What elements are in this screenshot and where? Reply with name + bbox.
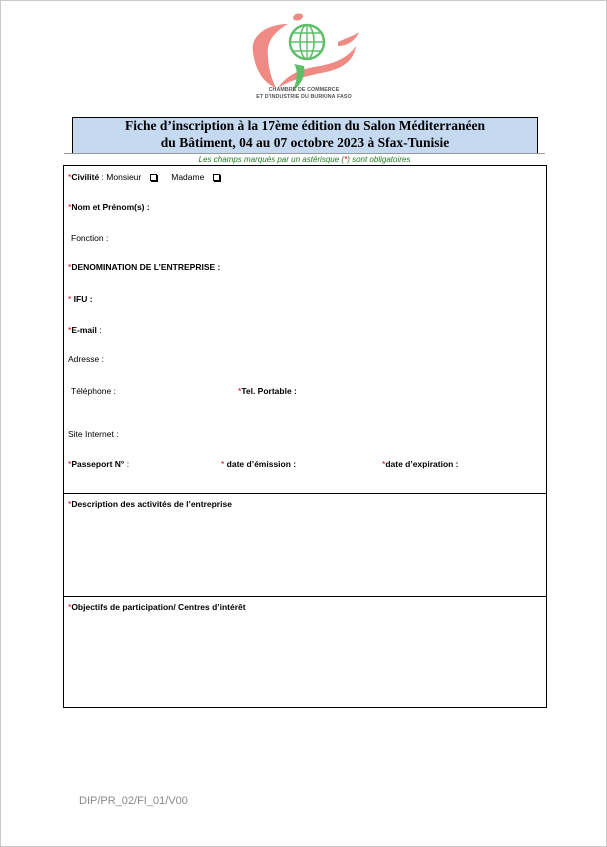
logo-text-line-1: CHAMBRE DE COMMERCE	[268, 87, 340, 93]
registration-form	[63, 165, 547, 708]
field-telephone[interactable]	[71, 386, 116, 396]
section-divider	[64, 596, 546, 597]
logo-text-line-2: ET D'INDUSTRIE DU BURKINA FASO	[256, 93, 352, 100]
site-internet-label: Site Internet :	[68, 429, 119, 439]
checkbox-madame[interactable]	[213, 174, 220, 181]
option-monsieur-label: Monsieur	[106, 172, 142, 182]
note-text-before: Les champs marqués par un astérisque (	[198, 154, 345, 164]
passeport-separator: :	[126, 459, 130, 469]
required-asterisk: *	[68, 172, 72, 182]
field-denomination[interactable]	[68, 262, 220, 272]
required-asterisk: *	[68, 602, 72, 612]
field-fonction[interactable]	[71, 233, 108, 243]
field-adresse[interactable]	[68, 354, 104, 364]
field-civilite	[68, 172, 220, 182]
tel-portable-label: Tel. Portable :	[241, 386, 297, 396]
document-reference: DIP/PR_02/FI_01/V00	[79, 795, 188, 807]
checkbox-monsieur[interactable]	[150, 174, 157, 181]
option-madame-label: Madame	[171, 172, 205, 182]
required-asterisk: *	[68, 262, 72, 272]
form-title	[72, 117, 538, 154]
field-objectifs[interactable]	[68, 602, 246, 612]
note-text-after: ) sont obligatoires	[347, 154, 411, 164]
logo-text	[236, 87, 372, 100]
email-separator: :	[96, 325, 102, 335]
civilite-label: Civilité	[71, 172, 100, 182]
form-title-line-1: Fiche d’inscription à la 17ème édition du Salon Méditerranéen	[125, 118, 485, 133]
required-asterisk: *	[68, 459, 72, 469]
required-asterisk: *	[238, 386, 242, 396]
date-emission-label: date d’émission :	[224, 459, 297, 469]
required-asterisk: *	[68, 499, 72, 509]
mandatory-fields-note	[64, 155, 545, 164]
required-asterisk: *	[68, 325, 72, 335]
civilite-separator: :	[99, 172, 107, 182]
ifu-label: IFU :	[71, 294, 93, 304]
field-nom[interactable]	[68, 202, 150, 212]
description-label: Description des activités de l’entreprise	[71, 499, 232, 509]
form-title-line-2: du Bâtiment, 04 au 07 octobre 2023 à Sfax-Tunisie	[160, 134, 450, 150]
field-date-emission[interactable]	[221, 459, 296, 469]
objectifs-label: Objectifs de participation/ Centres d’intérêt	[71, 602, 246, 612]
telephone-label: Téléphone :	[71, 386, 116, 396]
required-asterisk: *	[382, 459, 386, 469]
note-asterisk: *	[344, 154, 348, 164]
required-asterisk: *	[68, 202, 72, 212]
date-expiration-label: date d’expiration :	[385, 459, 459, 469]
required-asterisk: *	[221, 459, 225, 469]
section-divider	[64, 493, 546, 494]
field-tel-portable[interactable]	[238, 386, 297, 396]
field-date-expiration[interactable]	[382, 459, 459, 469]
field-description[interactable]	[68, 499, 232, 509]
email-label: E-mail	[71, 325, 97, 335]
field-passeport[interactable]	[68, 459, 129, 469]
field-site-internet[interactable]	[68, 429, 119, 439]
field-ifu[interactable]	[68, 294, 93, 304]
passeport-label: Passeport N°	[71, 459, 127, 469]
field-email[interactable]	[68, 325, 102, 335]
nom-label: Nom et Prénom(s) :	[71, 202, 150, 212]
fonction-label: Fonction :	[71, 233, 109, 243]
adresse-label: Adresse :	[68, 354, 104, 364]
denomination-label: DENOMINATION DE L’ENTREPRISE :	[71, 262, 221, 272]
required-asterisk: *	[68, 294, 72, 304]
